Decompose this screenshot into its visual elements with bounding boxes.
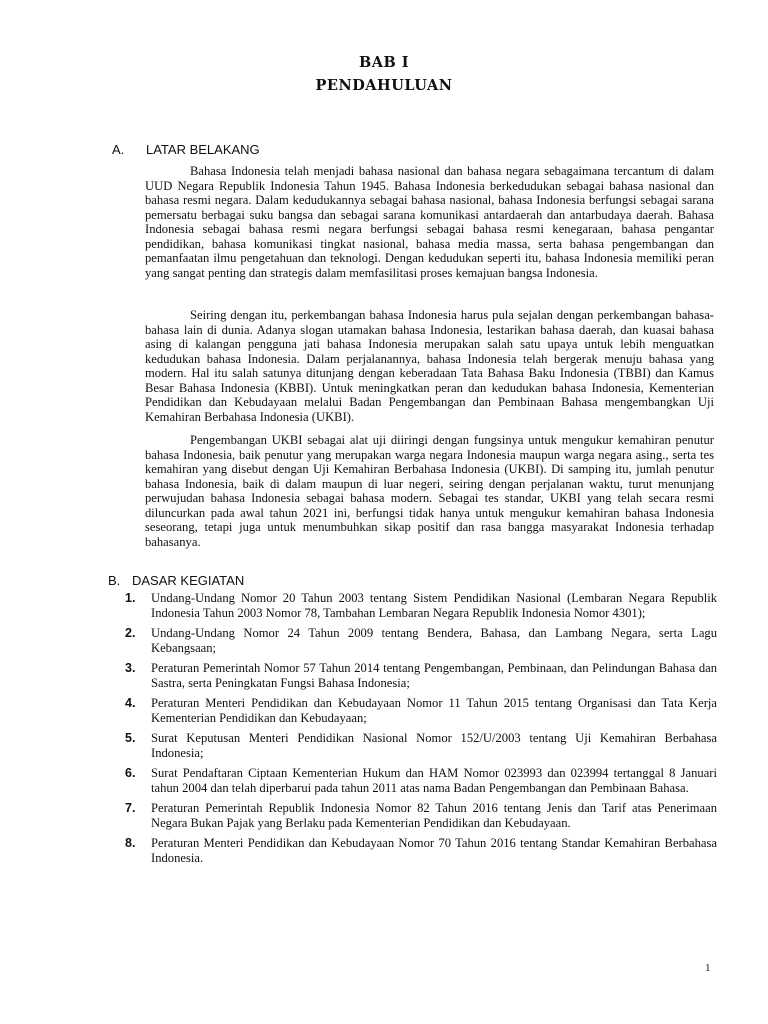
list-item	[122, 731, 717, 760]
paragraph-1: Bahasa Indonesia telah menjadi bahasa nasional dan bahasa negara sebagaimana tercantum di dalam UUD Negara Republik Indonesia Tahun 1945. Bahasa Indonesia berkedudukan sebagai bahasa nasional dan bahasa resmi negara. Dalam kedudukannya sebagai bahasa nasional, bahasa Indonesia berfungsi sebagai sarana pemersatu berbagai suku bangsa dan sebagai sarana komunikasi antardaerah dan antarbudaya daerah. Bahasa Indonesia sebagai bahasa resmi negara berfungsi sebagai bahasa resmi kenegaraan, bahasa pengantar pendidikan, bahasa komunikasi tingkat nasional, bahasa media massa, serta bahasa pengembangan dan pemanfaatan ilmu pengetahuan dan teknologi. Dengan kedudukan seperti itu, bahasa Indonesia memiliki peran yang sangat penting dan strategis dalam memfasilitasi proses kemajuan bangsa Indonesia.	[145, 164, 714, 280]
list-item	[122, 696, 717, 725]
list-item-number: 3.	[125, 661, 136, 675]
section-b-letter: B.	[108, 573, 121, 588]
page-number: 1	[705, 962, 711, 974]
list-item	[122, 766, 717, 795]
section-a-heading	[112, 142, 260, 157]
list-item-number: 8.	[125, 836, 136, 850]
list-item-number: 5.	[125, 731, 136, 745]
list-item-number: 1.	[125, 591, 136, 605]
section-a-letter: A.	[112, 142, 125, 157]
list-item-number: 2.	[125, 626, 136, 640]
section-a-title: LATAR BELAKANG	[146, 142, 260, 157]
list-item-text: Undang-Undang Nomor 20 Tahun 2003 tentang Sistem Pendidikan Nasional (Lembaran Negara Republik Indonesia Tahun 2003 Nomor 78, Tambahan Lembaran Negara Republik Indonesia Nomor 4301);	[151, 591, 717, 620]
list-item	[122, 836, 717, 865]
section-b-heading	[108, 573, 244, 588]
list-item-text: Surat Keputusan Menteri Pendidikan Nasional Nomor 152/U/2003 tentang Uji Kemahiran Berbahasa Indonesia;	[151, 731, 717, 760]
legal-basis-list	[122, 591, 717, 865]
list-item-number: 4.	[125, 696, 136, 710]
list-item-text: Surat Pendaftaran Ciptaan Kementerian Hukum dan HAM Nomor 023993 dan 023994 tertanggal 8 Januari tahun 2004 dan telah diperbarui pada tahun 2011 atas nama Badan Pengembangan dan Pembinaan Bahasa.	[151, 766, 717, 795]
list-item-text: Peraturan Pemerintah Nomor 57 Tahun 2014 tentang Pengembangan, Pembinaan, dan Pelindungan Bahasa dan Sastra, serta Peningkatan Fungsi Bahasa Indonesia;	[151, 661, 717, 690]
list-item-text: Undang-Undang Nomor 24 Tahun 2009 tentang Bendera, Bahasa, dan Lambang Negara, serta Lagu Kebangsaan;	[151, 626, 717, 655]
paragraph-2: Seiring dengan itu, perkembangan bahasa Indonesia harus pula sejalan dengan perkembangan bahasa-bahasa lain di dunia. Adanya slogan utamakan bahasa Indonesia, lestarikan bahasa daerah, dan kuasai bahasa asing di kalangan pengguna jati bahasa Indonesia merupakan salah satu upaya untuk lebih menguatkan kedudukan bahasa Indonesia. Dalam perjalanannya, bahasa Indonesia telah bergerak menuju bahasa yang modern. Hal itu salah satunya ditunjang dengan keberadaan Tata Bahasa Baku Indonesia (TBBI) dan Kamus Besar Bahasa Indonesia (KBBI). Untuk meningkatkan peran dan kedudukan bahasa Indonesia, Kementerian Pendidikan dan Kebudayaan melalui Badan Pengembangan dan Pembinaan Bahasa mengembangkan Uji Kemahiran Berbahasa Indonesia (UKBI).	[145, 308, 714, 424]
list-item	[122, 626, 717, 655]
section-b-title: DASAR KEGIATAN	[132, 573, 245, 588]
chapter-title: PENDAHULUAN	[315, 77, 453, 94]
paragraph-3: Pengembangan UKBI sebagai alat uji diiringi dengan fungsinya untuk mengukur kemahiran penutur bahasa Indonesia, baik penutur yang merupakan warga negara Indonesia maupun warga negara asing., serta tes kemahiran yang disebut dengan Uji Kemahiran Berbahasa Indonesia (UKBI). Di samping itu, jumlah penutur bahasa Indonesia, baik di dalam maupun di luar negeri, seiring dengan perjalanan waktu, turut menunjang perwujudan bahasa Indonesia sebagai bahasa modern. Sebagai tes standar, UKBI yang telah secara resmi diluncurkan pada awal tahun 2021 ini, berfungsi tidak hanya untuk mengukur kemahiran bahasa Indonesia seseorang, tetapi juga untuk menumbuhkan sikap positif dan rasa bangga masyarakat Indonesia terhadap bahasanya.	[145, 433, 714, 549]
list-item	[122, 661, 717, 690]
list-item	[122, 591, 717, 620]
list-item-text: Peraturan Menteri Pendidikan dan Kebudayaan Nomor 70 Tahun 2016 tentang Standar Kemahiran Berbahasa Indonesia.	[151, 836, 717, 865]
list-item-text: Peraturan Pemerintah Republik Indonesia Nomor 82 Tahun 2016 tentang Jenis dan Tarif atas Penerimaan Negara Bukan Pajak yang Berlaku pada Kementerian Pendidikan dan Kebudayaan.	[151, 801, 717, 830]
list-item-text: Peraturan Menteri Pendidikan dan Kebudayaan Nomor 11 Tahun 2015 tentang Organisasi dan Tata Kerja Kementerian Pendidikan dan Kebudayaan;	[151, 696, 717, 725]
list-item-number: 6.	[125, 766, 136, 780]
list-item	[122, 801, 717, 830]
list-item-number: 7.	[125, 801, 136, 815]
chapter-number: BAB I	[358, 54, 410, 71]
